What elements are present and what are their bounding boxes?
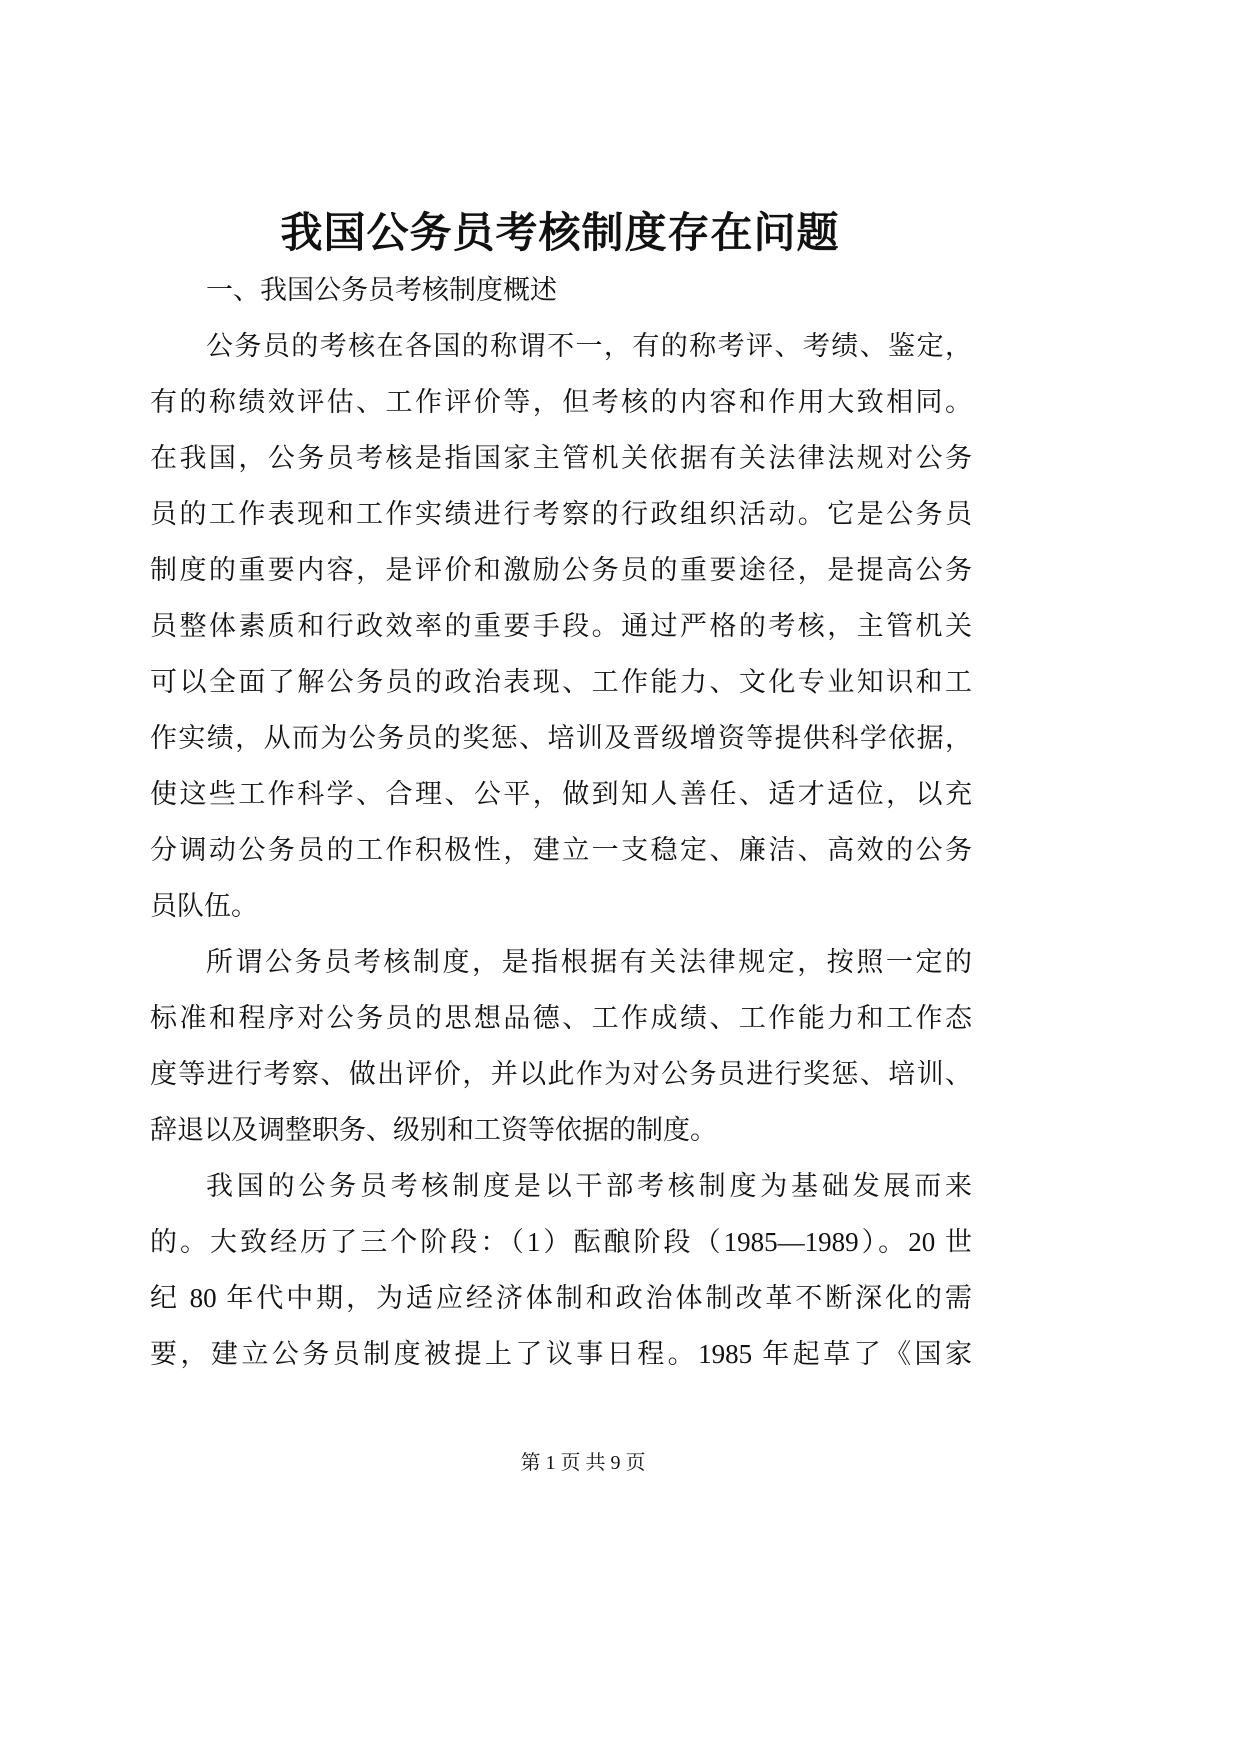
text-line: 员整体素质和行政效率的重要手段。通过严格的考核，主管机关 xyxy=(150,611,972,641)
text-line: 标准和程序对公务员的思想品德、工作成绩、工作能力和工作态 xyxy=(150,1003,972,1033)
document-body xyxy=(150,262,972,1382)
text-line: 在我国，公务员考核是指国家主管机关依据有关法律法规对公务 xyxy=(150,443,972,473)
text-line: 员的工作表现和工作实绩进行考察的行政组织活动。它是公务员 xyxy=(150,499,972,529)
text-line: 作实绩，从而为公务员的奖惩、培训及晋级增资等提供科学依据， xyxy=(150,723,972,753)
text-line: 要，建立公务员制度被提上了议事日程。1985 年起草了《国家 xyxy=(150,1339,972,1369)
text-line: 制度的重要内容，是评价和激励公务员的重要途径，是提高公务 xyxy=(150,555,972,585)
text-line: 纪 80 年代中期，为适应经济体制和政治体制改革不断深化的需 xyxy=(150,1283,972,1313)
text-line: 员队伍。 xyxy=(150,891,258,921)
text-line: 可以全面了解公务员的政治表现、工作能力、文化专业知识和工 xyxy=(150,667,972,697)
text-line: 有的称绩效评估、工作评价等，但考核的内容和作用大致相同。 xyxy=(150,387,972,417)
document-title: 我国公务员考核制度存在问题 xyxy=(280,211,840,257)
text-line: 度等进行考察、做出评价，并以此作为对公务员进行奖惩、培训、 xyxy=(150,1059,972,1089)
text-line: 的。大致经历了三个阶段：（1）酝酿阶段（1985—1989）。20 世 xyxy=(150,1227,972,1257)
text-line: 我国的公务员考核制度是以干部考核制度为基础发展而来 xyxy=(206,1171,972,1201)
text-line: 使这些工作科学、合理、公平，做到知人善任、适才适位，以充 xyxy=(150,779,972,809)
page-footer: 第 1 页 共 9 页 xyxy=(520,1452,646,1474)
text-line: 辞退以及调整职务、级别和工资等依据的制度。 xyxy=(150,1115,717,1145)
text-line: 所谓公务员考核制度，是指根据有关法律规定，按照一定的 xyxy=(206,947,972,977)
section-heading: 一、我国公务员考核制度概述 xyxy=(206,275,557,305)
text-line: 公务员的考核在各国的称谓不一，有的称考评、考绩、鉴定， xyxy=(206,331,972,361)
text-line: 分调动公务员的工作积极性，建立一支稳定、廉洁、高效的公务 xyxy=(150,835,972,865)
